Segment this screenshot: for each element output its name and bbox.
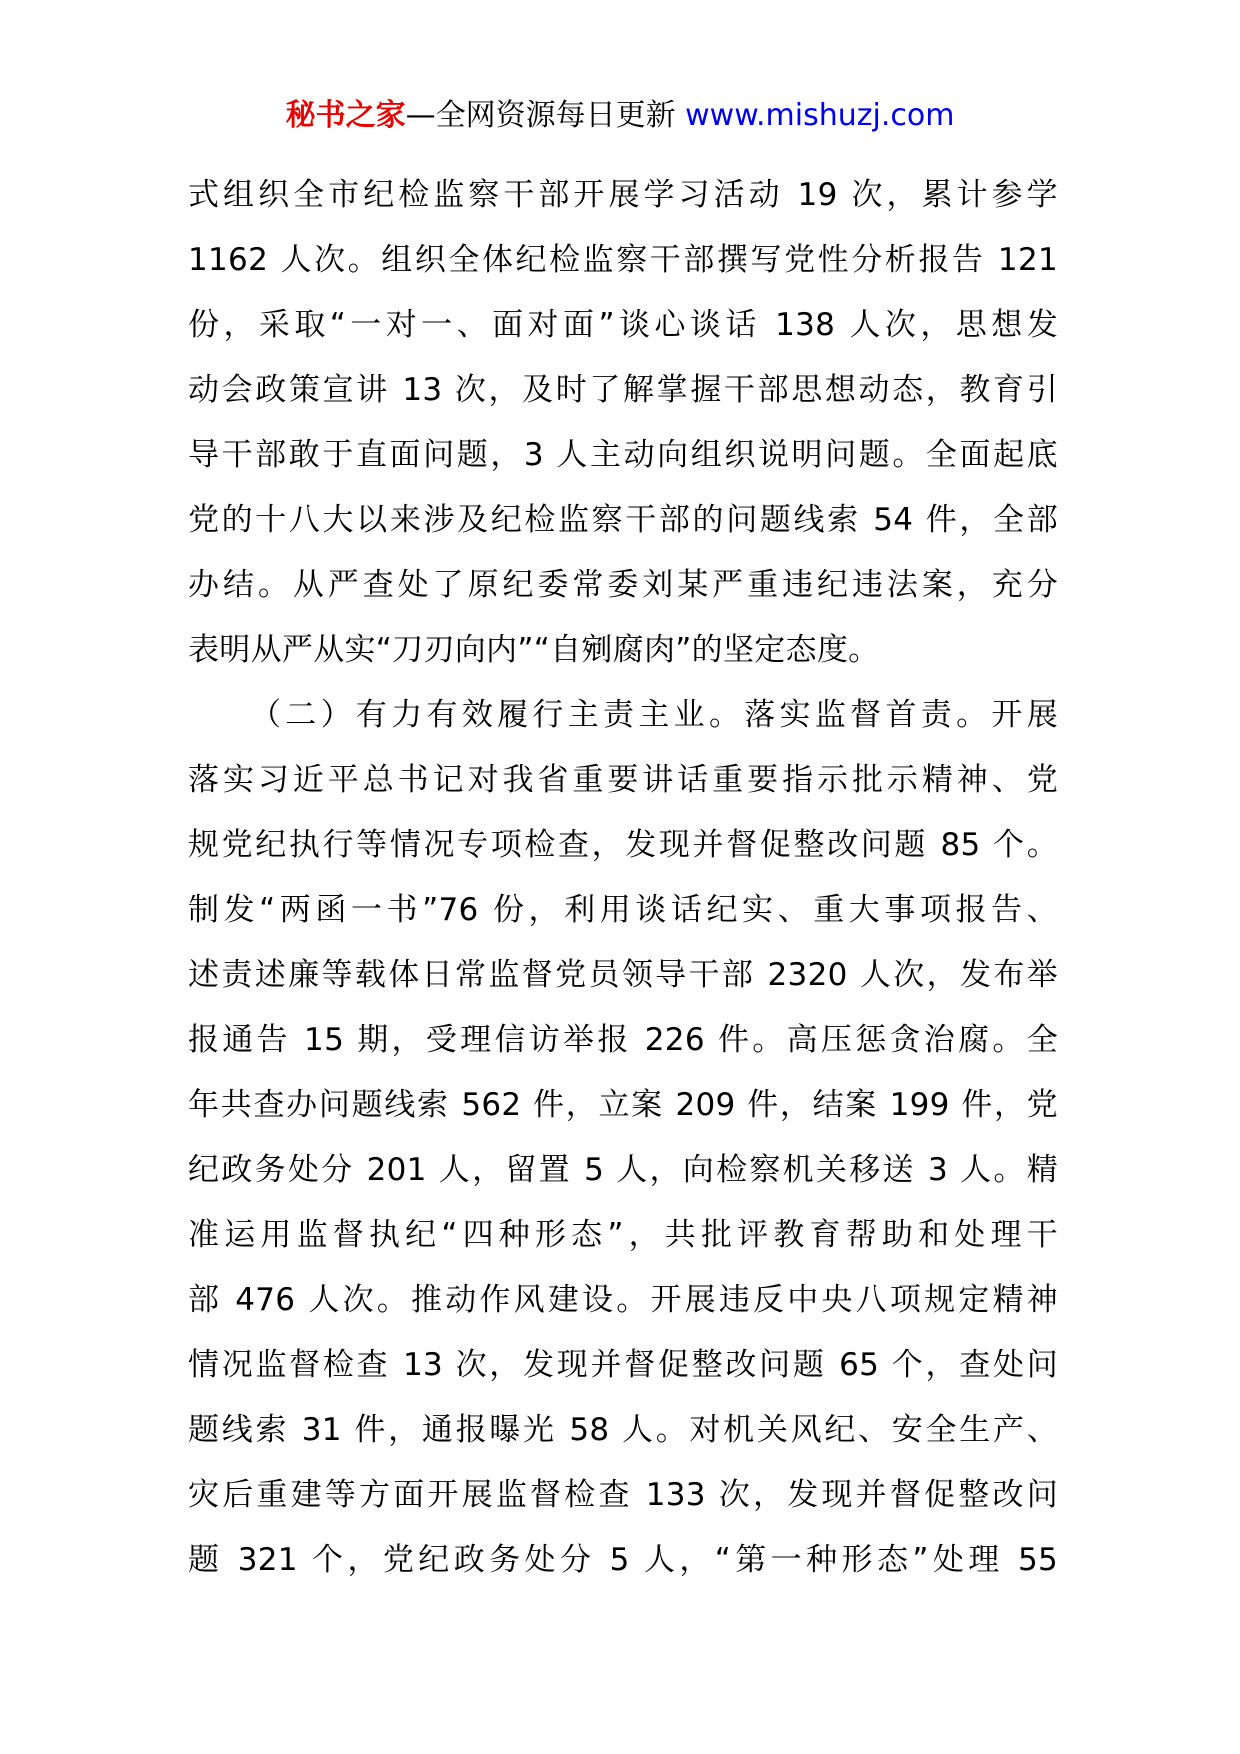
text-line: 1162 人次。组织全体纪检监察干部撰写党性分析报告 121 [188, 242, 1058, 278]
text-line: 述责述廉等载体日常监督党员领导干部 2320 人次，发布举 [188, 957, 1058, 993]
text-line: 动会政策宣讲 13 次，及时了解掌握干部思想动态，教育引 [188, 372, 1058, 408]
text-line: 年共查办问题线索 562 件，立案 209 件，结案 199 件，党 [188, 1087, 1058, 1123]
text-line: 题线索 31 件，通报曝光 58 人。对机关风纪、安全生产、 [188, 1412, 1058, 1448]
brand-name: 秘书之家 [285, 98, 406, 133]
document-body [188, 163, 1058, 1593]
text-line: 表明从严从实“刀刃向内”“自剜腐肉”的坚定态度。 [188, 632, 880, 668]
text-line: 准运用监督执纪“四种形态”，共批评教育帮助和处理干 [188, 1217, 1058, 1253]
site-header [0, 96, 1240, 136]
text-line: 制发“两函一书”76 份，利用谈话纪实、重大事项报告、 [188, 892, 1058, 928]
text-line: 式组织全市纪检监察干部开展学习活动 19 次，累计参学 [188, 177, 1058, 213]
text-line: 份，采取“一对一、面对面”谈心谈话 138 人次，思想发 [188, 307, 1058, 343]
text-line: 落实习近平总书记对我省重要讲话重要指示批示精神、党 [188, 762, 1058, 798]
text-line: 纪政务处分 201 人，留置 5 人，向检察机关移送 3 人。精 [188, 1152, 1058, 1188]
text-line: 办结。从严查处了原纪委常委刘某严重违纪违法案，充分 [188, 567, 1058, 603]
text-line: 报通告 15 期，受理信访举报 226 件。高压惩贪治腐。全 [188, 1022, 1058, 1058]
section-heading-line: （二）有力有效履行主责主业。落实监督首责。开展 [250, 697, 1058, 733]
text-line: 情况监督检查 13 次，发现并督促整改问题 65 个，查处问 [188, 1347, 1058, 1383]
text-line: 导干部敢于直面问题，3 人主动向组织说明问题。全面起底 [188, 437, 1058, 473]
header-tagline: —全网资源每日更新 [405, 98, 676, 133]
text-line: 规党纪执行等情况专项检查，发现并督促整改问题 85 个。 [188, 827, 1058, 863]
text-line: 部 476 人次。推动作风建设。开展违反中央八项规定精神 [188, 1282, 1058, 1318]
text-line: 题 321 个，党纪政务处分 5 人，“第一种形态”处理 55 [188, 1542, 1058, 1578]
site-url-link[interactable]: www.mishuzj.com [685, 98, 955, 133]
text-line: 党的十八大以来涉及纪检监察干部的问题线索 54 件，全部 [188, 502, 1058, 538]
text-line: 灾后重建等方面开展监督检查 133 次，发现并督促整改问 [188, 1477, 1058, 1513]
